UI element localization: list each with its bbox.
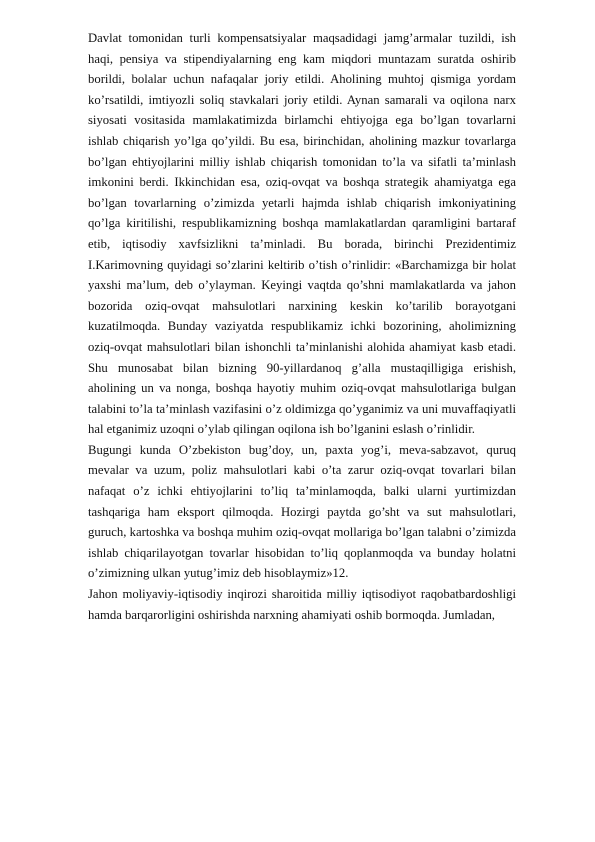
document-page (88, 28, 516, 625)
paragraph-2: Bugungi kunda O’zbekiston bug’doy, un, paxta yog’i, meva-sabzavot, quruq mevalar va uzum, poliz mahsulotlari kabi o’ta zarur oziq-ovqat tovarlari bilan nafaqat o’z ichki ehtiyojlarini to’liq ta’minlamoqda, balki ularni yurtimizdan tashqariga ham eksport qilmoqda. Hozirgi paytda go’sht va sut mahsulotlari, guruch, kartoshka va boshqa muhim oziq-ovqat mollariga bo’lgan talabni o’zimizda ishlab chiqarilayotgan tovarlar hisobidan to’liq qoplanmoqda va bunday holatni o’zimizning ulkan yutug’imiz deb hisoblaymiz»12. (88, 442, 516, 581)
paragraph-1: Davlat tomonidan turli kompensatsiyalar maqsadidagi jamg’armalar tuzildi, ish haqi, pensiya va stipendiyalarning eng kam miqdori muntazam suratda oshirib borildi, bolalar uchun nafaqalar joriy etildi. Aholining muhtoj qismiga yordam ko’rsatildi, imtiyozli soliq stavkalari joriy etildi. Aynan samarali va oqilona narx siyosati vositasida mamlakatimizda birlamchi ehtiyojga ega bo’lgan tovarlarni ishlab chiqarish yo’lga qo’yildi. Bu esa, birinchidan, aholining mazkur tovarlarga bo’lgan ehtiyojlarini milliy ishlab chiqarish tomonidan to’la va sifatli ta’minlash imkonini berdi. Ikkinchidan esa, oziq-ovqat va boshqa strategik ahamiyatga ega bo’lgan tovarlarning o’zimizda yetarli hajmda ishlab chiqarish imkoniyatining qo’lga kiritilishi, respublikamizning boshqa mamlakatlardan qaramligini bartaraf etib, iqtisodiy xavfsizlikni ta’minladi. Bu borada, birinchi Prezidentimiz I.Karimovning quyidagi so’zlarini keltirib o’tish o’rinlidir: «Barchamizga bir holat yaxshi ma’lum, deb o’ylayman. Keyingi vaqtda qo’shni mamlakatlarda va jahon bozorida oziq-ovqat mahsulotlari narxining keskin ko’tarilib borayotgani kuzatilmoqda. Bunday vaziyatda respublikamiz ichki bozorining, aholimizning oziq-ovqat mahsulotlari bilan ishonchli ta’minlanishi alohida ahamiyat kasb etadi. Shu munosabat bilan bizning 90-yillardanoq g’alla mustaqilligiga erishish, aholining un va nonga, boshqa hayotiy muhim oziq-ovqat mahsulotlariga bulgan talabini to’la ta’minlash vazifasini o’z oldimizga qo’yganimiz va uni muvaffaqiyatli hal etganimiz uzoqni o’ylab qilingan oqilona ish bo’lganini eslash o’rinlidir. (88, 31, 516, 437)
paragraph-3: Jahon moliyaviy-iqtisodiy inqirozi sharoitida milliy iqtisodiyot raqobatbardoshligi hamda barqarorligini oshirishda narxning ahamiyati oshib bormoqda. Jumladan, (88, 587, 516, 622)
